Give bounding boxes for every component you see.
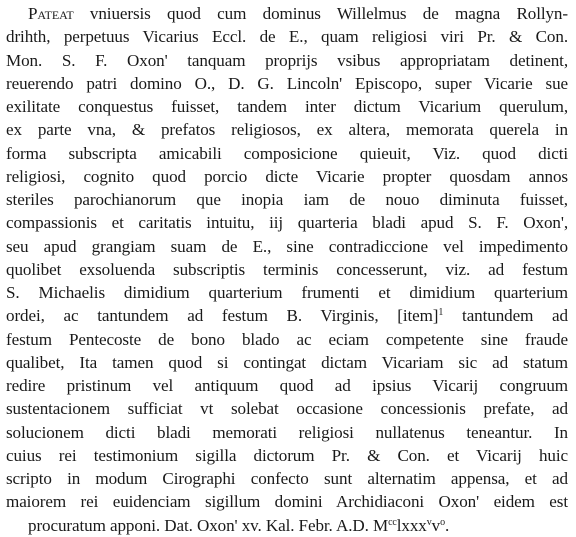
opening-word: Pateat — [28, 4, 74, 23]
date-end: . — [445, 515, 450, 535]
text-line-13: S. Michaelis dimidium quarterium frumenti et dimidium quarterium — [6, 283, 568, 302]
first-line-rest: vniuersis quod cum dominus Willelmus de magna Rollyn- — [89, 4, 568, 23]
text-line-23 — [6, 514, 568, 537]
text-line-15: festum Pentecoste de bono blado ac eciam competente sine fraude — [6, 329, 568, 349]
text-line-17: redire pristinum vel antiquum quod ad ipsius Vicarij congruum — [6, 376, 568, 395]
text-line-3: Mon. S. F. Oxon' tanquam proprijs vsibus appropriatam detinent, — [6, 50, 568, 70]
line-14-after: tantundem ad — [462, 306, 568, 326]
text-line-14 — [6, 304, 568, 327]
text-line-9: steriles parochianorum que inopia iam de nouo diminuta fuisset, — [6, 190, 568, 209]
footnote-marker: 1 — [438, 307, 444, 319]
text-line-18: sustentacionem sufficiat vt solebat occasione concessionis prefate, ad — [6, 399, 568, 419]
date-numeral: v — [431, 515, 441, 535]
text-line-6: ex parte vna, & prefatos religiosos, ex altera, memorata querela in — [6, 120, 568, 140]
text-line-8: religiosi, cognito quod porcio dicte Vicarie propter quosdam annos — [6, 166, 568, 186]
date-cc: cc — [388, 516, 397, 528]
editorial-insertion: [item] — [397, 306, 439, 326]
text-line-7: forma subscripta amicabili composicione quieuit, Viz. quod dicti — [6, 143, 568, 163]
text-line-19: solucionem dicti bladi memorati religiosi nullatenus teneantur. In — [6, 422, 568, 442]
date-o: o — [440, 516, 446, 528]
text-line-21: scripto in modum Cirographi confecto sunt alternatim appensa, et ad — [6, 469, 568, 488]
date-v: v — [426, 516, 432, 528]
text-line-20: cuius rei testimonium sigilla dictorum Pr. & Con. et Vicarij huic — [6, 445, 568, 465]
date-lxxx: lxxx — [396, 515, 427, 535]
last-line-text: procuratum apponi. Dat. Oxon' xv. Kal. Febr. A.D. M — [28, 515, 389, 535]
text-line-11: seu apud grangiam suam de E., sine contradiccione vel impedimento — [6, 236, 568, 256]
text-line-22: maiorem rei euidenciam sigillum domini Archidiaconi Oxon' eidem est — [6, 492, 568, 512]
text-line-2: drihth, perpetuus Vicarius Eccl. de E., quam religiosi viri Pr. & Con. — [6, 27, 568, 47]
text-line-10: compassionis et caritatis intuitu, iij quarteria bladi apud S. F. Oxon', — [6, 213, 568, 233]
text-line-1 — [6, 2, 568, 25]
text-line-16: qualibet, Ita tamen quod si contingat dictam Vicariam sic ad statum — [6, 352, 568, 372]
text-line-4: reuerendo patri domino O., D. G. Lincoln' Episcopo, super Vicarie sue — [6, 73, 568, 93]
text-line-12: quolibet exsoluenda subscriptis terminis concesserunt, viz. ad festum — [6, 259, 568, 279]
line-14-before: ordei, ac tantundem ad festum B. Virginis, — [6, 306, 379, 326]
text-line-5: exilitate conquestus fuisset, tandem inter dictum Vicarium querulum, — [6, 97, 568, 116]
